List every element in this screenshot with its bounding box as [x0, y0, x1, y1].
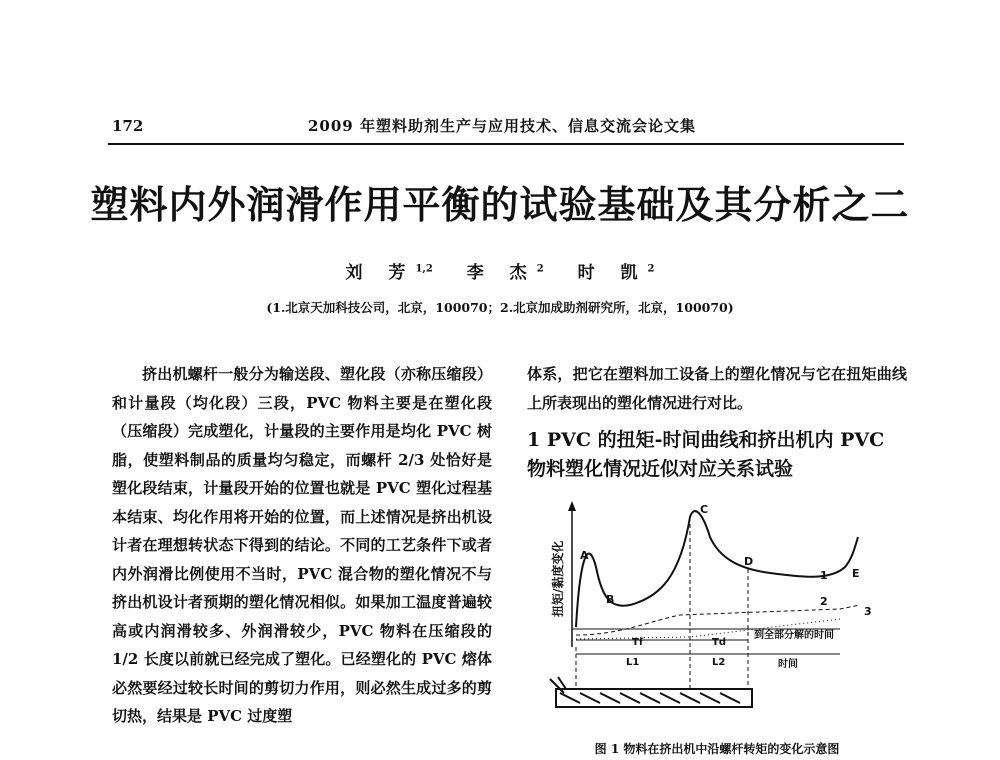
figure-caption: 图 1 物料在挤出机中沿螺杆转矩的变化示意图 [594, 742, 840, 756]
header-rule [108, 143, 904, 145]
tf-label: Tf [632, 637, 644, 648]
point-label-b: B [606, 593, 615, 606]
left-column [112, 360, 492, 731]
td-label: Td [712, 637, 726, 648]
curve-number-3: 3 [864, 605, 872, 618]
page-number: 172 [112, 117, 144, 135]
running-title: 2009 年塑料助剂生产与应用技术、信息交流会论文集 [308, 117, 696, 135]
section-heading: 1 PVC 的扭矩-时间曲线和挤出机内 PVC 物料塑化情况近似对应关系试验 [527, 429, 885, 480]
screw-barrel [556, 689, 752, 707]
body-paragraph: 挤出机螺杆一般分为输送段、塑化段（亦称压缩段）和计量段（均化段）三段，PVC 物料主要是在塑化段（压缩段）完成塑化，计量段的主要作用是均化 PVC 树脂，使塑料制品的质量均匀稳定，而螺杆 2/3 处恰好是塑化段结束，计量段开始的位置也就是 PVC 塑化过程基本结束、均化作用将开始的位置，而上述情况是挤出机设计者在理想转状态下得到的结论。不同的工艺条件下或者内外润滑比例使用不当时，PVC 混合物的塑化情况不与挤出机设计者预期的塑化情况相似。如果加工温度普遍较高或内润滑较多、外润滑较少，PVC 物料在压缩段的 1/2 长度以前就已经完成了塑化。已经塑化的 PVC 熔体必然要经过较长时间的剪切力作用，则必然生成过多的剪切热，结果是 PVC 过度塑 [112, 365, 492, 725]
l1-label: L1 [626, 657, 640, 668]
article-title: 塑料内外润滑作用平衡的试验基础及其分析之二 [90, 182, 910, 227]
figure-1 [540, 497, 880, 737]
point-label-d: D [744, 555, 754, 568]
y-axis-label: 扭矩/黏度变化 [551, 540, 565, 617]
author-1: 刘 芳$^{1,2}$ [345, 263, 433, 283]
authors [0, 258, 1000, 283]
right-column [527, 360, 907, 417]
decomposition-time-label: 到全部分解的时间 [754, 630, 834, 641]
y-axis-arrow [568, 501, 576, 511]
point-label-c: C [700, 503, 709, 516]
curve-number-1: 1 [820, 569, 828, 582]
torque-diagram [540, 497, 880, 737]
affiliation: (1.北京天加科技公司，北京，100070；2.北京加成助剂研究所，北京，100070) [266, 300, 734, 315]
body-paragraph-continued: 体系，把它在塑料加工设备上的塑化情况与它在扭矩曲线上所表现出的塑化情况进行对比。 [527, 365, 907, 412]
author-2: 李 杰$^2$ [466, 263, 544, 283]
point-label-a: A [580, 549, 589, 562]
point-label-e: E [852, 567, 860, 580]
x-axis-label: 时间 [778, 659, 798, 670]
l2-label: L2 [712, 657, 726, 668]
curve-1 [576, 511, 858, 627]
author-3: 时 凯$^2$ [577, 263, 655, 283]
curve-number-2: 2 [820, 595, 828, 608]
